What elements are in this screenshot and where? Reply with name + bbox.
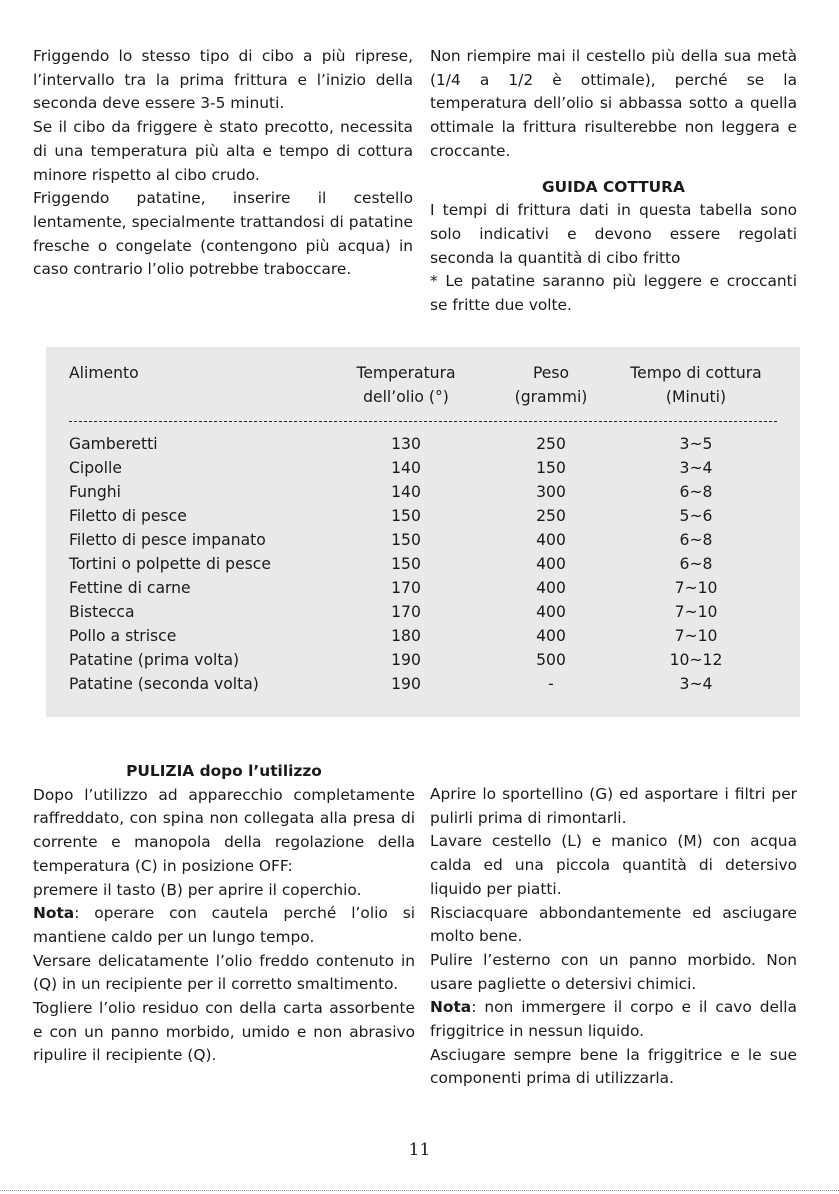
cell-food: Filetto di pesce <box>69 507 187 525</box>
section-heading: GUIDA COTTURA <box>542 177 685 196</box>
table-row <box>46 672 800 696</box>
header-weight-sub: (grammi) <box>514 388 588 406</box>
cell-time: 3~4 <box>679 459 713 477</box>
cell-food: Pollo a strisce <box>69 627 177 645</box>
cell-food: Cipolle <box>69 459 122 477</box>
paragraph: Versare delicatamente l’olio freddo contenuto in (Q) in un recipiente per il corretto smaltimento. <box>33 951 415 994</box>
cell-time: 7~10 <box>674 603 718 621</box>
dashed-divider <box>69 421 777 422</box>
cell-weight: 400 <box>536 627 566 645</box>
cooking-table <box>46 347 800 717</box>
header-time: Tempo di cottura <box>630 364 762 382</box>
cell-weight: 400 <box>536 579 566 597</box>
cell-temperature: 190 <box>391 675 421 693</box>
cell-time: 6~8 <box>679 531 713 549</box>
paragraph: Asciugare sempre bene la friggitrice e le sue componenti prima di utilizzarla. <box>430 1045 797 1088</box>
header-food: Alimento <box>69 364 139 382</box>
cell-food: Bistecca <box>69 603 135 621</box>
table-row <box>46 624 800 648</box>
cell-temperature: 170 <box>391 579 421 597</box>
cell-weight: 400 <box>536 555 566 573</box>
page-number: 11 <box>408 1140 431 1160</box>
cell-temperature: 140 <box>391 483 421 501</box>
cell-temperature: 170 <box>391 603 421 621</box>
footnote: * Le patatine saranno più leggere e croccanti se fritte due volte. <box>430 272 797 315</box>
paragraph: Togliere l’olio residuo con della carta assorbente e con un panno morbido, umido e non abrasivo ripulire il recipiente (Q). <box>33 999 415 1065</box>
header-weight: Peso <box>532 364 570 382</box>
top-left-column <box>33 45 413 282</box>
table-row <box>46 432 800 456</box>
cell-weight: 400 <box>536 603 566 621</box>
section-heading: PULIZIA dopo l’utilizzo <box>126 762 322 780</box>
paragraph: Pulire l’esterno con un panno morbido. Non usare pagliette o detersivi chimici. <box>430 950 797 993</box>
cell-time: 6~8 <box>679 483 713 501</box>
header-temperature: Temperatura <box>356 364 456 382</box>
bottom-left-column <box>33 760 415 1068</box>
paragraph: Se il cibo da friggere è stato precotto, necessita di una temperatura più alta e tempo di cottura minore rispetto al cibo crudo. <box>33 118 413 184</box>
paragraph: Lavare cestello (L) e manico (M) con acqua calda ed una piccola quantità di detersivo liquido per piatti. <box>430 832 797 898</box>
cell-weight: 250 <box>536 435 566 453</box>
table-row <box>46 456 800 480</box>
cell-temperature: 130 <box>391 435 421 453</box>
cell-weight: 400 <box>536 531 566 549</box>
cell-food: Fettine di carne <box>69 579 191 597</box>
cell-weight: 150 <box>536 459 566 477</box>
cell-time: 10~12 <box>669 651 723 669</box>
table-row <box>46 552 800 576</box>
cell-food: Tortini o polpette di pesce <box>69 555 271 573</box>
note-label: Nota <box>430 998 472 1017</box>
bottom-right-column <box>430 783 797 1091</box>
paragraph: Non riempire mai il cestello più della sua metà (1/4 a 1/2 è ottimale), perché se la temperatura dell’olio si abbassa sotto a quella ottimale la frittura risulterebbe non leggera e croccante. <box>430 47 797 160</box>
note-paragraph <box>33 902 415 949</box>
cell-temperature: 140 <box>391 459 421 477</box>
cell-food: Filetto di pesce impanato <box>69 531 266 549</box>
table-row <box>46 480 800 504</box>
cell-time: 6~8 <box>679 555 713 573</box>
cell-temperature: 190 <box>391 651 421 669</box>
paragraph: Risciacquare abbondantemente ed asciugare molto bene. <box>430 903 797 946</box>
cell-time: 5~6 <box>679 507 713 525</box>
cell-weight: 250 <box>536 507 566 525</box>
paragraph: Friggendo patatine, inserire il cestello lentamente, specialmente trattandosi di patatine fresche o congelate (contengono più acqua) in caso contrario l’olio potrebbe traboccare. <box>33 189 413 279</box>
paragraph: Aprire lo sportellino (G) ed asportare i filtri per pulirli prima di rimontarli. <box>430 785 797 827</box>
table-row <box>46 528 800 552</box>
table-row <box>46 648 800 672</box>
cell-weight: 300 <box>536 483 566 501</box>
note-paragraph <box>430 996 797 1043</box>
note-text: : operare con cautela perché l’olio si mantiene caldo per un lungo tempo. <box>33 904 415 946</box>
paragraph: I tempi di frittura dati in questa tabella sono solo indicativi e devono essere regolati seconda la quantità di cibo fritto <box>430 201 797 267</box>
page-edge-rule <box>0 1190 839 1191</box>
cell-temperature: 150 <box>391 555 421 573</box>
paragraph: Friggendo lo stesso tipo di cibo a più riprese, l’intervallo tra la prima frittura e l’inizio della seconda deve essere 3-5 minuti. <box>33 47 413 113</box>
cell-food: Patatine (seconda volta) <box>69 675 259 693</box>
note-text: : non immergere il corpo e il cavo della friggitrice in nessun liquido. <box>430 998 797 1041</box>
header-time-sub: (Minuti) <box>665 388 727 406</box>
top-right-column <box>430 45 797 318</box>
cell-time: 7~10 <box>674 627 718 645</box>
cell-time: 7~10 <box>674 579 718 597</box>
cell-weight: 500 <box>536 651 566 669</box>
paragraph: premere il tasto (B) per aprire il coperchio. <box>33 880 362 899</box>
table-row <box>46 576 800 600</box>
cell-time: 3~4 <box>679 675 713 693</box>
header-temperature-sub: dell’olio (°) <box>363 388 449 406</box>
cell-time: 3~5 <box>679 435 713 453</box>
cell-temperature: 150 <box>391 507 421 525</box>
cell-food: Funghi <box>69 483 121 501</box>
cell-food: Gamberetti <box>69 435 158 453</box>
cell-temperature: 150 <box>391 531 421 549</box>
table-row <box>46 600 800 624</box>
note-label: Nota <box>33 904 75 923</box>
cell-food: Patatine (prima volta) <box>69 651 240 669</box>
table-row <box>46 504 800 528</box>
cell-temperature: 180 <box>391 627 421 645</box>
cell-weight: - <box>548 675 554 693</box>
paragraph: Dopo l’utilizzo ad apparecchio completamente raffreddato, con spina non collegata alla presa di corrente e manopola della regolazione della temperatura (C) in posizione OFF: <box>33 785 415 875</box>
